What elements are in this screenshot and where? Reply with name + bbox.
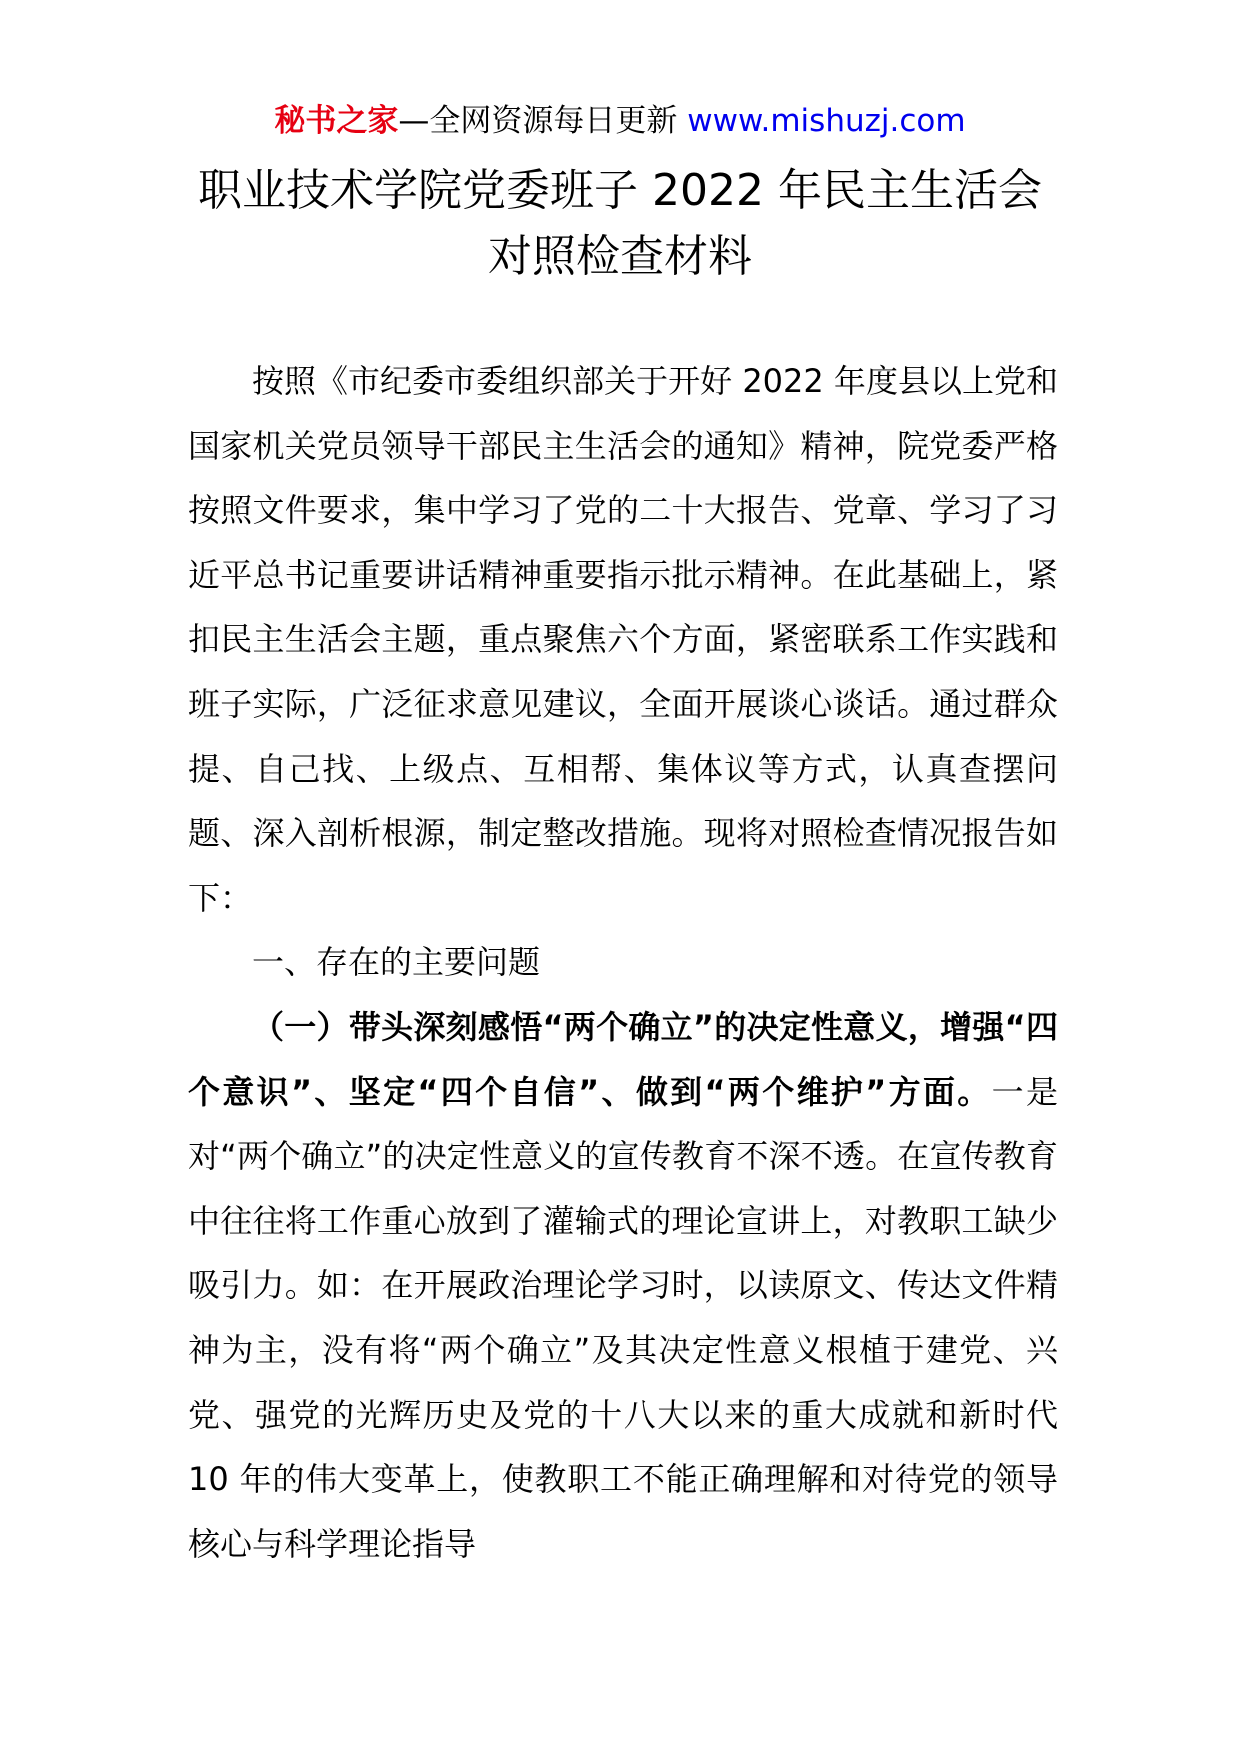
title-line-1: 职业技术学院党委班子 2022 年民主生活会 [198, 165, 1042, 216]
document-body [188, 349, 1058, 1576]
item-lead-bold: （一）带头深刻感悟“两个确立”的决定性意义，增强“四个意识”、坚定“四个自信”、做到“两个维护”方面。 [188, 1007, 1058, 1111]
document-title [120, 158, 1120, 290]
item-body-text: 一是对“两个确立”的决定性意义的宣传教育不深不透。在宣传教育中往往将工作重心放到了灌输式的理论宣讲上，对教职工缺少吸引力。如：在开展政治理论学习时，以读原文、传达文件精神为主，没有将“两个确立”及其决定性意义根植于建党、兴党、强党的光辉历史及党的十八大以来的重大成就和新时代 10 年的伟大变革上，使教职工不能正确理解和对待党的领导核心与科学理论指导 [188, 1072, 1058, 1563]
section-heading: 一、存在的主要问题 [252, 943, 541, 982]
site-header [0, 98, 1240, 144]
intro-paragraph: 按照《市纪委市委组织部关于开好 2022 年度县以上党和国家机关党员领导干部民主生活会的通知》精神，院党委严格按照文件要求，集中学习了党的二十大报告、党章、学习了习近平总书记重要讲话精神重要指示批示精神。在此基础上，紧扣民主生活会主题，重点聚焦六个方面，紧密联系工作实践和班子实际，广泛征求意见建议，全面开展谈心谈话。通过群众提、自己找、上级点、互相帮、集体议等方式，认真查摆问题、深入剖析根源，制定整改措施。现将对照检查情况报告如下： [188, 362, 1058, 917]
site-tagline: —全网资源每日更新 [398, 103, 688, 139]
item-paragraph [188, 995, 1058, 1576]
site-url-link[interactable]: www.mishuzj.com [687, 103, 966, 139]
title-line-2: 对照检查材料 [488, 231, 752, 282]
site-brand: 秘书之家 [274, 103, 399, 139]
